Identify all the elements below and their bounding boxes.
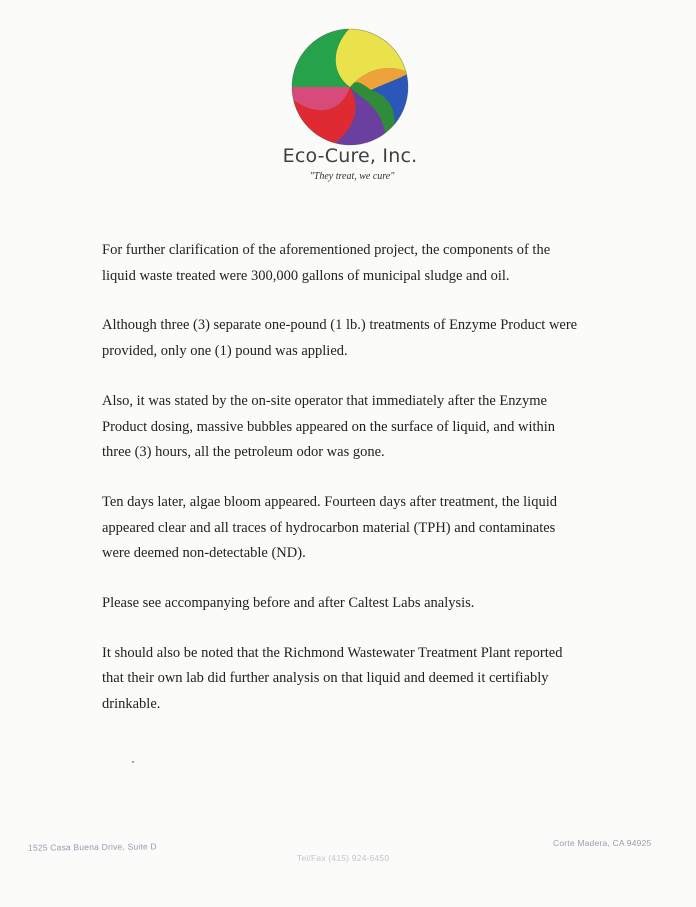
text-line: It should also be noted that the Richmond Wastewater Treatment Plant reported bbox=[102, 644, 563, 661]
text-line: Ten days later, algae bloom appeared. Fourteen days after treatment, the liquid bbox=[102, 493, 557, 510]
eco-cure-logo bbox=[291, 28, 409, 146]
paragraph bbox=[102, 313, 622, 364]
text-line: liquid waste treated were 300,000 gallons of municipal sludge and oil. bbox=[102, 267, 510, 284]
footer-address: 1525 Casa Buena Drive, Suite D bbox=[27, 841, 157, 853]
paragraph bbox=[102, 641, 622, 718]
paragraph bbox=[102, 389, 622, 466]
text-line: Please see accompanying before and after Caltest Labs analysis. bbox=[102, 595, 475, 612]
scan-speck bbox=[132, 761, 134, 763]
text-line: provided, only one (1) pound was applied. bbox=[102, 343, 348, 360]
text-line: For further clarification of the aforementioned project, the components of the bbox=[102, 242, 551, 258]
text-line: were deemed non-detectable (ND). bbox=[102, 545, 306, 562]
paragraph bbox=[102, 490, 622, 567]
text-line: Also, it was stated by the on-site operator that immediately after the Enzyme bbox=[102, 392, 547, 409]
paragraph bbox=[102, 591, 622, 617]
text-line: Product dosing, massive bubbles appeared on the surface of liquid, and within bbox=[102, 418, 556, 435]
text-line: Although three (3) separate one-pound (1 lb.) treatments of Enzyme Product were bbox=[102, 317, 578, 334]
text-line: three (3) hours, all the petroleum odor was gone. bbox=[102, 444, 385, 461]
footer-phone: Tel/Fax (415) 924-6450 bbox=[297, 853, 390, 863]
company-tagline: "They treat, we cure" bbox=[309, 171, 395, 182]
company-name: Eco-Cure, Inc. bbox=[282, 145, 418, 167]
letter-body bbox=[102, 238, 622, 742]
text-line: drinkable. bbox=[102, 696, 161, 713]
paragraph bbox=[102, 238, 622, 289]
text-line: that their own lab did further analysis on that liquid and deemed it certifiably bbox=[102, 670, 549, 687]
text-line: appeared clear and all traces of hydrocarbon material (TPH) and contaminates bbox=[102, 519, 556, 536]
footer-city: Corte Madera, CA 94925 bbox=[553, 838, 652, 848]
